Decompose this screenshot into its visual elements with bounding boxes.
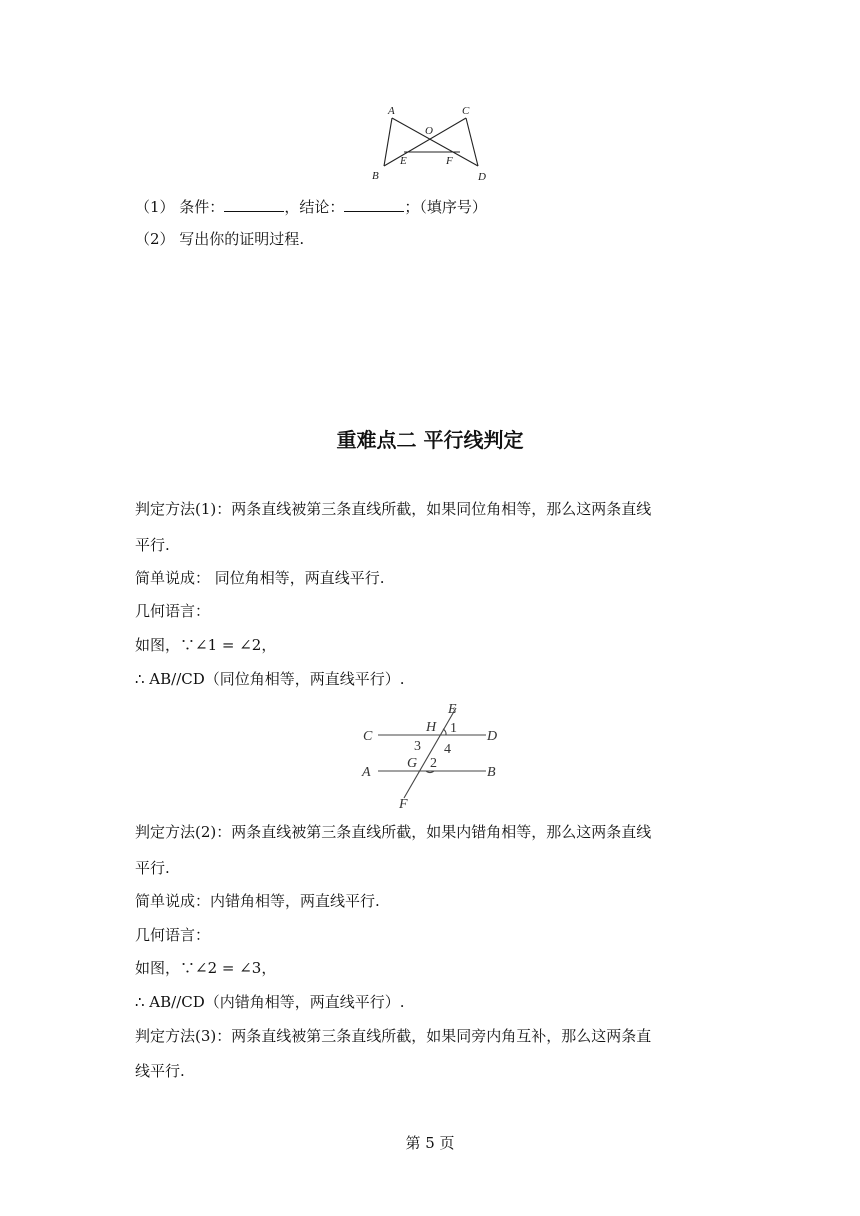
question-2: （2） 写出你的证明过程. bbox=[135, 230, 305, 248]
label-c: C bbox=[363, 729, 373, 744]
label-d: D bbox=[478, 171, 486, 183]
condition-blank[interactable] bbox=[224, 197, 284, 212]
label-angle-2: 2 bbox=[430, 756, 437, 771]
method1-simple: 简单说成： 同位角相等，两直线平行. bbox=[135, 569, 385, 587]
label-b: B bbox=[372, 170, 379, 182]
page-number: 第 5 页 bbox=[405, 1134, 455, 1152]
label-b: B bbox=[487, 765, 496, 780]
method2-given: 如图，∵∠2 = ∠3， bbox=[135, 959, 277, 977]
method1-conclusion: ∴ AB//CD（同位角相等，两直线平行）. bbox=[135, 670, 405, 688]
figure-parallel-lines bbox=[352, 700, 512, 812]
method1-line2: 平行. bbox=[135, 536, 170, 554]
label-a: A bbox=[362, 765, 371, 780]
label-f: F bbox=[399, 797, 408, 812]
label-h: H bbox=[426, 720, 437, 735]
label-g: G bbox=[407, 756, 418, 771]
label-e: E bbox=[400, 155, 407, 167]
q1-suffix: ；（填序号） bbox=[404, 198, 487, 216]
method2-geo: 几何语言： bbox=[135, 926, 211, 944]
label-angle-1: 1 bbox=[450, 721, 457, 736]
label-f: F bbox=[446, 155, 453, 167]
segment-cd bbox=[466, 118, 478, 166]
q1-prefix: （1） 条件： bbox=[135, 198, 225, 216]
q1-mid: ，结论： bbox=[284, 198, 345, 216]
method1-geo: 几何语言： bbox=[135, 602, 211, 620]
label-d: D bbox=[487, 729, 498, 744]
label-a: A bbox=[388, 105, 395, 117]
method1-line1: 判定方法(1)：两条直线被第三条直线所截，如果同位角相等，那么这两条直线 bbox=[135, 500, 652, 518]
segment-ab bbox=[384, 118, 392, 166]
method3-line2: 线平行. bbox=[135, 1062, 185, 1080]
angle1-arc bbox=[443, 729, 446, 735]
label-angle-3: 3 bbox=[414, 739, 421, 754]
section-title: 重难点二 平行线判定 bbox=[336, 428, 524, 452]
method3-line1: 判定方法(3)：两条直线被第三条直线所截，如果同旁内角互补，那么这两条直 bbox=[135, 1027, 652, 1045]
label-c: C bbox=[462, 105, 470, 117]
label-e: E bbox=[448, 702, 457, 717]
figure-triangles bbox=[364, 100, 494, 186]
question-1 bbox=[135, 197, 487, 217]
method2-line2: 平行. bbox=[135, 859, 170, 877]
method2-simple: 简单说成：内错角相等，两直线平行. bbox=[135, 892, 380, 910]
method2-line1: 判定方法(2)：两条直线被第三条直线所截，如果内错角相等，那么这两条直线 bbox=[135, 823, 652, 841]
method1-given: 如图，∵∠1 = ∠2， bbox=[135, 636, 277, 654]
label-angle-4: 4 bbox=[444, 742, 451, 757]
method2-conclusion: ∴ AB//CD（内错角相等，两直线平行）. bbox=[135, 993, 405, 1011]
conclusion-blank[interactable] bbox=[344, 197, 404, 212]
label-o: O bbox=[425, 125, 433, 137]
